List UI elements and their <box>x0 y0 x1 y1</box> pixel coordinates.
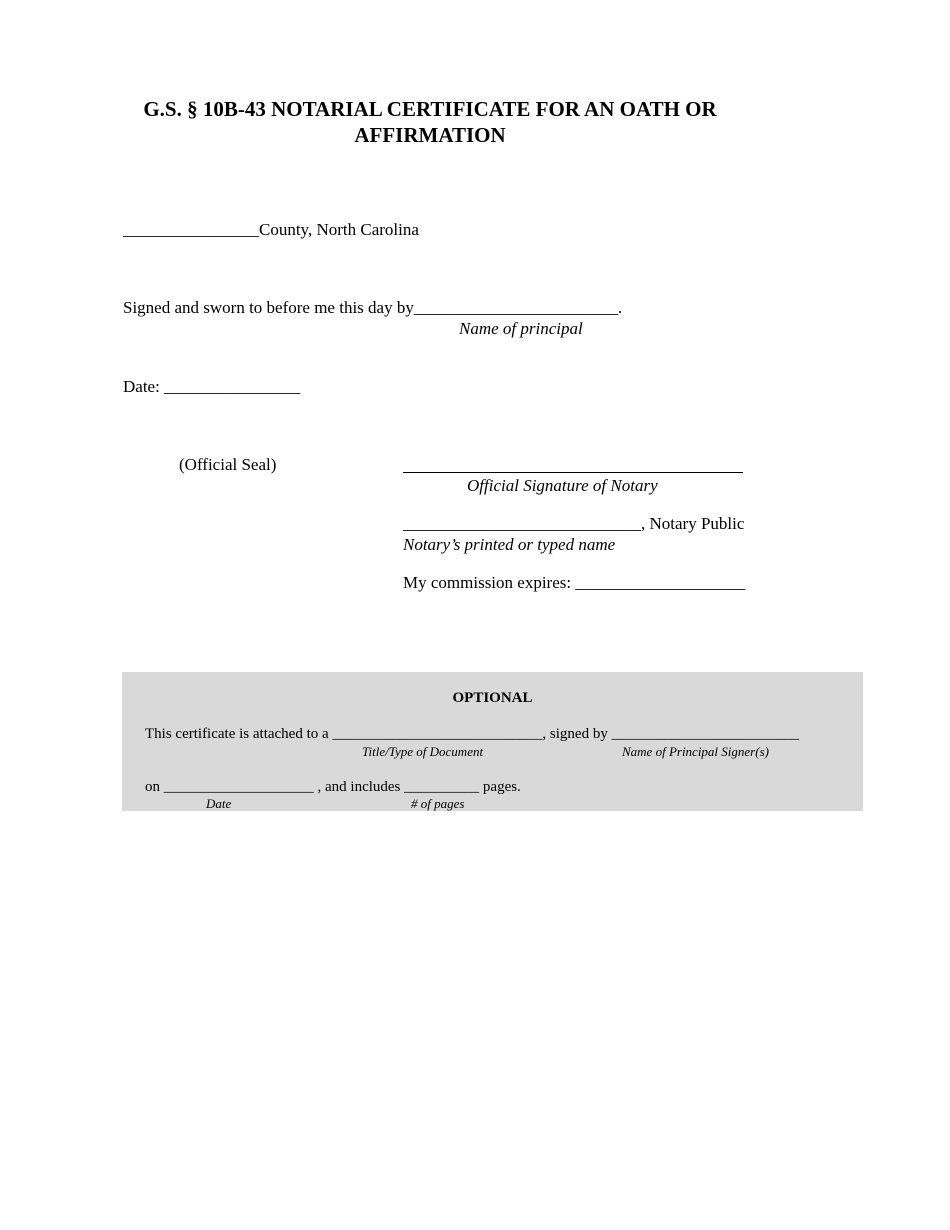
notary-name-caption: Notary’s printed or typed name <box>403 535 616 554</box>
optional-line-2-suffix: pages. <box>482 779 521 795</box>
county-label: County, North Carolina <box>259 220 419 239</box>
document-type-caption: Title/Type of Document <box>362 744 484 759</box>
principal-signer-caption: Name of Principal Signer(s) <box>622 744 769 759</box>
page-count-blank[interactable]: __________ <box>404 779 480 795</box>
official-seal-label: (Official Seal) <box>179 455 277 474</box>
county-line <box>123 220 419 240</box>
optional-section <box>122 672 863 811</box>
notary-name-blank[interactable]: ____________________________ <box>403 514 641 533</box>
notary-signature-caption: Official Signature of Notary <box>467 476 658 495</box>
date-blank[interactable]: ________________ <box>164 377 301 396</box>
document-type-blank[interactable]: ____________________________ <box>332 726 543 742</box>
page-count-caption: # of pages <box>411 796 465 811</box>
page-title <box>120 96 740 148</box>
document-date-caption: Date <box>206 796 232 811</box>
optional-line-1-mid: , signed by <box>542 726 608 742</box>
principal-name-blank[interactable]: ________________________ <box>413 298 618 317</box>
commission-blank[interactable]: ____________________ <box>575 573 746 592</box>
sworn-line <box>123 298 622 318</box>
principal-name-caption: Name of principal <box>459 319 583 338</box>
date-line <box>123 377 300 397</box>
optional-heading: OPTIONAL <box>452 690 533 706</box>
commission-line <box>403 573 745 593</box>
optional-line-1-prefix: This certificate is attached to a <box>145 726 329 742</box>
optional-line-2 <box>145 778 521 796</box>
optional-line-2-prefix: on <box>145 779 160 795</box>
notary-name-line <box>403 514 744 534</box>
commission-label: My commission expires: <box>403 573 572 592</box>
sworn-period: . <box>617 298 623 317</box>
sworn-text: Signed and sworn to before me this day by <box>123 298 414 317</box>
notary-signature-line[interactable] <box>403 472 743 473</box>
county-blank[interactable]: ________________ <box>123 220 259 239</box>
notary-public-label: , Notary Public <box>641 514 745 533</box>
date-label: Date: <box>123 377 160 396</box>
document-date-blank[interactable]: ____________________ <box>163 779 314 795</box>
principal-signer-blank[interactable]: _________________________ <box>611 726 800 742</box>
page-title-line-2: AFFIRMATION <box>354 123 506 147</box>
optional-line-1 <box>145 725 799 743</box>
optional-line-2-mid: , and includes <box>317 779 401 795</box>
page-title-line-1: G.S. § 10B-43 NOTARIAL CERTIFICATE FOR AN OATH OR <box>143 97 717 121</box>
